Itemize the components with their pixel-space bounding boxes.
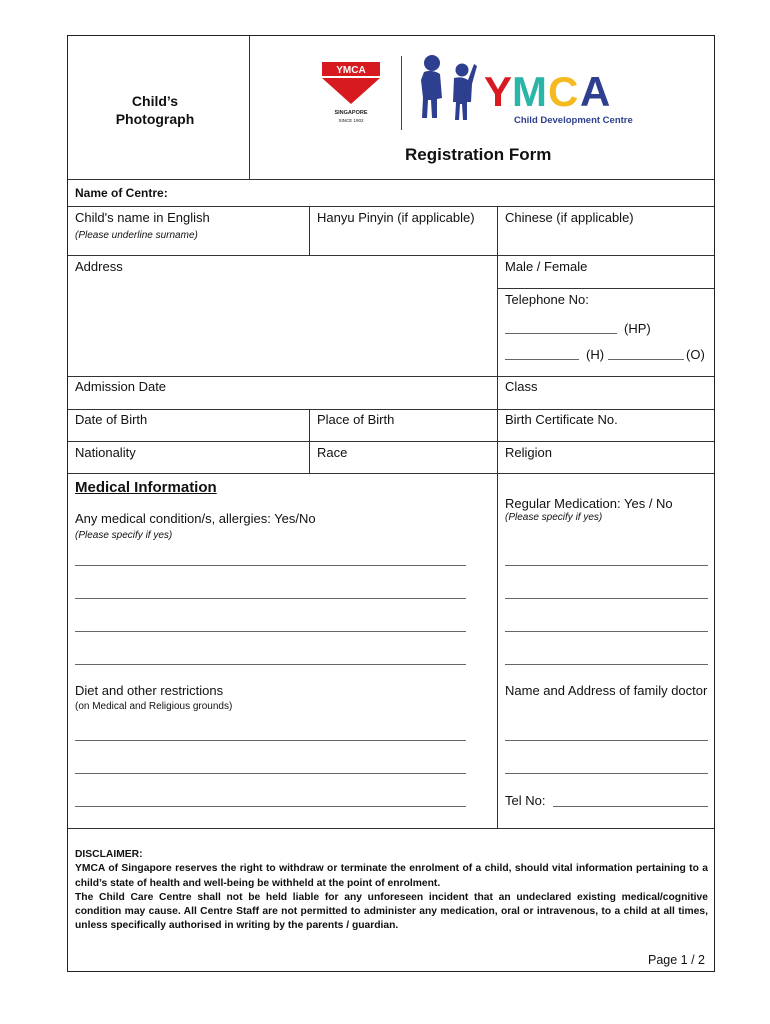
telephone-label: Telephone No: bbox=[505, 292, 589, 307]
cdc-logo-subtitle: Child Development Centre bbox=[514, 115, 633, 126]
disclaimer bbox=[75, 848, 708, 934]
divider-medical bbox=[497, 473, 498, 828]
medical-condition-line[interactable] bbox=[75, 598, 466, 599]
gender-label: Male / Female bbox=[505, 259, 588, 274]
svg-text:C: C bbox=[548, 68, 579, 115]
ymca-logo-since: SINCE 1902 bbox=[338, 118, 364, 123]
medical-condition-line[interactable] bbox=[75, 664, 466, 665]
doctor-line[interactable] bbox=[505, 773, 708, 774]
rule-address-bottom bbox=[68, 376, 714, 377]
date-of-birth-label: Date of Birth bbox=[75, 412, 148, 427]
class-label: Class bbox=[505, 379, 538, 394]
address-label: Address bbox=[75, 259, 123, 274]
divider-address-gender bbox=[497, 255, 498, 409]
medical-condition-line[interactable] bbox=[75, 631, 466, 632]
divider-name-pinyin bbox=[309, 206, 310, 255]
diet-label: Diet and other restrictions bbox=[75, 683, 224, 698]
hp-phone-line[interactable] bbox=[505, 333, 617, 334]
birth-cert-label: Birth Certificate No. bbox=[505, 412, 618, 427]
nationality-label: Nationality bbox=[75, 445, 136, 460]
svg-text:A: A bbox=[580, 68, 611, 115]
svg-text:Y: Y bbox=[484, 68, 513, 115]
doctor-tel-label: Tel No: bbox=[505, 793, 546, 808]
svg-text:M: M bbox=[512, 68, 547, 115]
diet-line[interactable] bbox=[75, 806, 466, 807]
medication-line[interactable] bbox=[505, 565, 708, 566]
hp-label: (HP) bbox=[624, 321, 651, 336]
medical-condition-question: Any medical condition/s, allergies: Yes/No bbox=[75, 511, 316, 526]
rule-name-bottom bbox=[68, 255, 714, 256]
hanyu-pinyin-label: Hanyu Pinyin (if applicable) bbox=[317, 210, 475, 225]
medication-line[interactable] bbox=[505, 664, 708, 665]
doctor-line[interactable] bbox=[505, 740, 708, 741]
medical-specify-note: (Please specify if yes) bbox=[75, 530, 173, 541]
rule-medical-bottom bbox=[68, 828, 714, 829]
photo-box-divider bbox=[249, 36, 250, 179]
disclaimer-para2: The Child Care Centre shall not be held liable for any unforeseen incident that an undeclared existing medical/cognitive condition may cause. All Centre Staff are not permitted to administer any medication, oral or intravenous, to a child at all times, unless specifically authorised in writing by the parents / guardian. bbox=[75, 891, 708, 932]
child-name-label: Child's name in English bbox=[75, 210, 210, 225]
divider-place-cert bbox=[497, 409, 498, 473]
page-number: Page 1 / 2 bbox=[648, 953, 705, 967]
religion-label: Religion bbox=[505, 445, 552, 460]
rule-centre-bottom bbox=[68, 206, 714, 207]
regular-medication-note: (Please specify if yes) bbox=[505, 512, 603, 523]
family-doctor-label: Name and Address of family doctor bbox=[505, 683, 708, 698]
place-of-birth-label: Place of Birth bbox=[317, 412, 395, 427]
office-phone-line[interactable] bbox=[608, 359, 684, 360]
admission-date-label: Admission Date bbox=[75, 379, 167, 394]
rule-nationality-bottom bbox=[68, 473, 714, 474]
doctor-tel-line[interactable] bbox=[553, 806, 708, 807]
disclaimer-heading: DISCLAIMER: bbox=[75, 849, 143, 860]
diet-note: (on Medical and Religious grounds) bbox=[75, 701, 233, 712]
divider-dob-place bbox=[309, 409, 310, 473]
medical-condition-line[interactable] bbox=[75, 565, 466, 566]
rule-admission-bottom bbox=[68, 409, 714, 410]
home-phone-line[interactable] bbox=[505, 359, 579, 360]
medication-line[interactable] bbox=[505, 631, 708, 632]
disclaimer-para1: YMCA of Singapore reserves the right to withdraw or terminate the enrolment of a child, should vital information pertaining to a child’s state of health and well-being be withheld at the point of enrolment. bbox=[75, 863, 708, 889]
rule-gender-bottom bbox=[497, 288, 714, 289]
diet-line[interactable] bbox=[75, 740, 466, 741]
divider-pinyin-chinese bbox=[497, 206, 498, 255]
photo-label-line1: Child’s bbox=[131, 93, 179, 109]
home-phone-label: (H) bbox=[586, 347, 605, 362]
ymca-logo-country: SINGAPORE bbox=[334, 110, 368, 116]
diet-line[interactable] bbox=[75, 773, 466, 774]
medical-heading: Medical Information bbox=[75, 479, 217, 496]
underline-surname-note: (Please underline surname) bbox=[75, 230, 198, 241]
children-silhouette-icon bbox=[421, 55, 477, 120]
photo-placeholder[interactable] bbox=[80, 92, 230, 128]
photo-label-line2: Photograph bbox=[115, 111, 195, 127]
regular-medication-label: Regular Medication: Yes / No bbox=[505, 496, 673, 511]
medication-line[interactable] bbox=[505, 598, 708, 599]
race-label: Race bbox=[317, 445, 348, 460]
name-of-centre-label: Name of Centre: bbox=[75, 186, 168, 200]
ymca-singapore-logo bbox=[318, 60, 384, 128]
rule-dob-bottom bbox=[68, 441, 714, 442]
form-title: Registration Form bbox=[405, 145, 552, 164]
logo-separator bbox=[401, 56, 402, 130]
ymca-cdc-logo bbox=[418, 52, 644, 128]
rule-header-bottom bbox=[68, 179, 714, 180]
office-phone-label: (O) bbox=[686, 347, 705, 362]
ymca-logo-word: YMCA bbox=[336, 65, 366, 76]
chinese-name-label: Chinese (if applicable) bbox=[505, 210, 634, 225]
